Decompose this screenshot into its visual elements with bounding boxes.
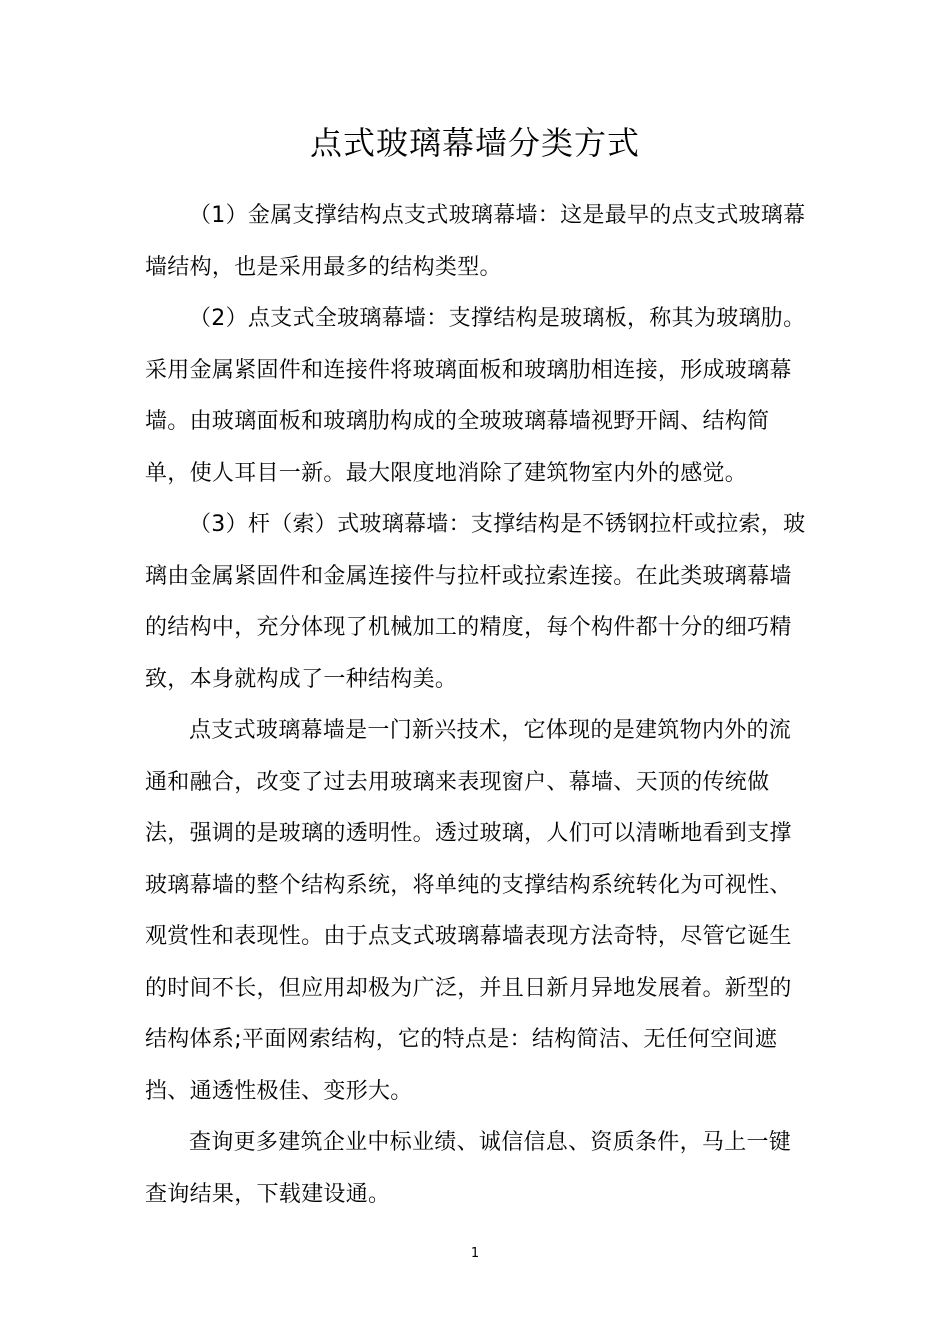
paragraph-2-line-1: （2）点支式全玻璃幕墙：支撑结构是玻璃板，称其为玻璃肋。	[189, 306, 806, 331]
paragraph-2-line-4: 单，使人耳目一新。最大限度地消除了建筑物室内外的感觉。	[145, 460, 748, 486]
paragraph-4-line-3: 法，强调的是玻璃的透明性。透过玻璃，人们可以清晰地看到支撑	[145, 821, 792, 846]
paragraph-4-line-7: 结构体系;平面网索结构，它的特点是：结构简洁、无任何空间遮	[145, 1027, 778, 1052]
document-title: 点式玻璃幕墙分类方式	[309, 124, 640, 162]
paragraph-3-line-1: （3）杆（索）式玻璃幕墙：支撑结构是不锈钢拉杆或拉索，玻	[189, 512, 806, 537]
paragraph-1-line-2: 墙结构，也是采用最多的结构类型。	[145, 254, 502, 280]
paragraph-5-line-1: 查询更多建筑企业中标业绩、诚信信息、资质条件，马上一键	[189, 1130, 792, 1155]
paragraph-4-line-8: 挡、通透性极佳、变形大。	[145, 1078, 413, 1104]
paragraph-4-line-5: 观赏性和表现性。由于点支式玻璃幕墙表现方法奇特，尽管它诞生	[145, 924, 792, 949]
paragraph-3-line-4: 致，本身就构成了一种结构美。	[145, 666, 458, 692]
paragraph-3-line-2: 璃由金属紧固件和金属连接件与拉杆或拉索连接。在此类玻璃幕墙	[145, 563, 792, 589]
paragraph-3-line-3: 的结构中，充分体现了机械加工的精度，每个构件都十分的细巧精	[145, 615, 792, 640]
paragraph-5-line-2: 查询结果，下载建设通。	[145, 1181, 391, 1207]
paragraph-4-line-2: 通和融合，改变了过去用玻璃来表现窗户、幕墙、天顶的传统做	[145, 769, 770, 795]
paragraph-4-line-4: 玻璃幕墙的整个结构系统，将单纯的支撑结构系统转化为可视性、	[145, 872, 792, 898]
paragraph-2-line-3: 墙。由玻璃面板和玻璃肋构成的全玻玻璃幕墙视野开阔、结构简	[145, 409, 770, 434]
page-number: 1	[470, 1246, 480, 1261]
paragraph-1-line-1: （1）金属支撑结构点支式玻璃幕墙：这是最早的点支式玻璃幕	[189, 203, 806, 228]
paragraph-4-line-1: 点支式玻璃幕墙是一门新兴技术，它体现的是建筑物内外的流	[189, 718, 792, 743]
paragraph-4-line-6: 的时间不长，但应用却极为广泛，并且日新月异地发展着。新型的	[145, 975, 792, 1001]
document-body	[145, 190, 807, 1220]
paragraph-2-line-2: 采用金属紧固件和连接件将玻璃面板和玻璃肋相连接，形成玻璃幕	[145, 357, 792, 383]
